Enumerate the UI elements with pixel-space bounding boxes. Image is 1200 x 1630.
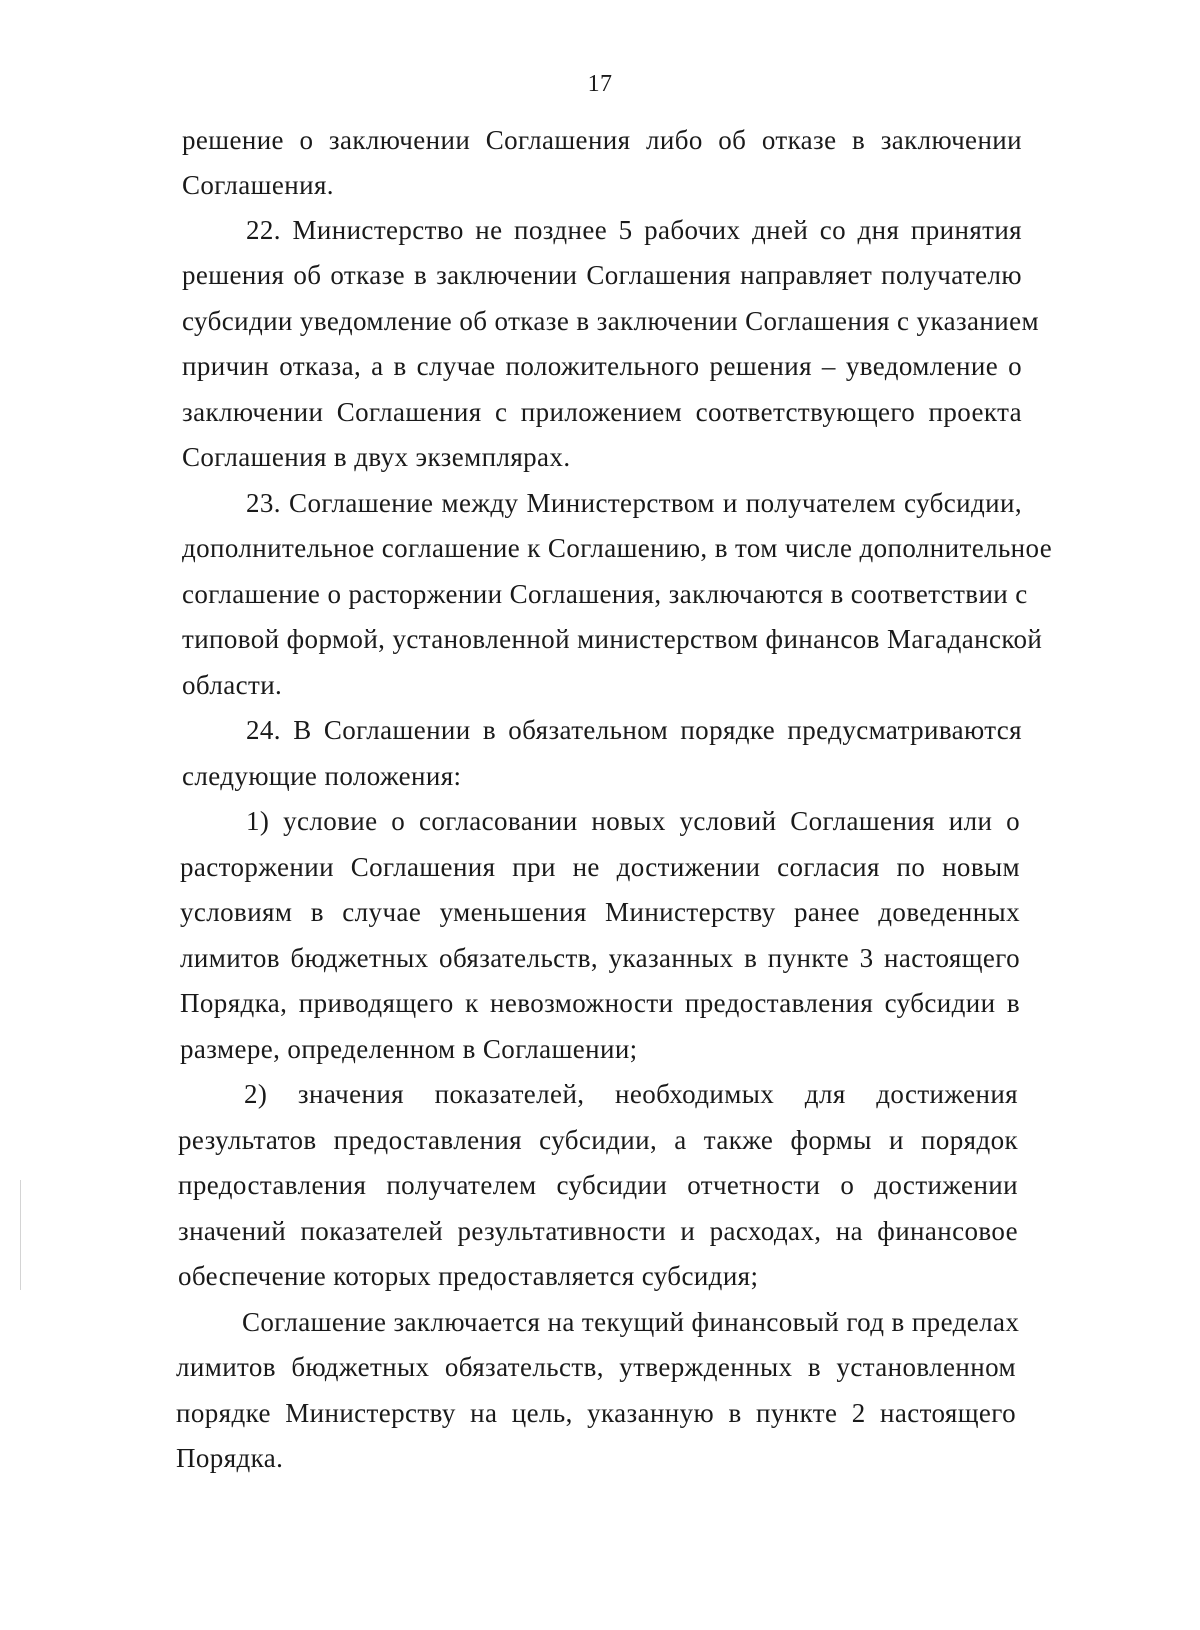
- text-line: Соглашение заключается на текущий финансовый год в пределах: [242, 1307, 1020, 1337]
- text-line: обеспечение которых предоставляется субсидия;: [178, 1261, 759, 1291]
- scan-artifact-line: [20, 1180, 21, 1290]
- text-line: области.: [182, 670, 283, 700]
- text-line: дополнительное соглашение к Соглашению, в том числе дополнительное: [182, 533, 1053, 563]
- text-line: следующие положения:: [182, 761, 462, 791]
- text-line: размере, определенном в Соглашении;: [180, 1034, 638, 1064]
- text-line: 2) значения показателей, необходимых для достижения: [244, 1079, 1018, 1109]
- text-line: значений показателей результативности и расходах, на финансовое: [178, 1216, 1018, 1246]
- text-line: результатов предоставления субсидии, а также формы и порядок: [178, 1125, 1018, 1155]
- text-line: причин отказа, а в случае положительного решения – уведомление о: [182, 351, 1022, 381]
- text-line: порядке Министерству на цель, указанную в пункте 2 настоящего: [176, 1398, 1016, 1428]
- text-line: 23. Соглашение между Министерством и получателем субсидии,: [246, 488, 1022, 518]
- page-number: 17: [587, 71, 613, 97]
- text-line: Соглашения в двух экземплярах.: [182, 442, 571, 472]
- text-line: условиям в случае уменьшения Министерству ранее доведенных: [180, 897, 1020, 927]
- text-line: лимитов бюджетных обязательств, утвержденных в установленном: [176, 1352, 1016, 1382]
- text-line: 22. Министерство не позднее 5 рабочих дней со дня принятия: [246, 215, 1022, 245]
- text-line: предоставления получателем субсидии отчетности о достижении: [178, 1170, 1018, 1200]
- text-line: расторжении Соглашения при не достижении согласия по новым: [180, 852, 1020, 882]
- text-line: соглашение о расторжении Соглашения, заключаются в соответствии с: [182, 579, 1028, 609]
- text-line: Порядка.: [176, 1443, 284, 1473]
- text-line: Соглашения.: [182, 170, 334, 200]
- text-line: Порядка, приводящего к невозможности предоставления субсидии в: [180, 988, 1020, 1018]
- text-line: 1) условие о согласовании новых условий Соглашения или о: [246, 806, 1020, 836]
- text-line: лимитов бюджетных обязательств, указанных в пункте 3 настоящего: [180, 943, 1020, 973]
- text-line: субсидии уведомление об отказе в заключении Соглашения с указанием: [182, 306, 1039, 336]
- text-line: решение о заключении Соглашения либо об отказе в заключении: [182, 125, 1022, 155]
- text-line: 24. В Соглашении в обязательном порядке предусматриваются: [246, 715, 1022, 745]
- text-line: типовой формой, установленной министерством финансов Магаданской: [182, 624, 1043, 654]
- text-line: решения об отказе в заключении Соглашения направляет получателю: [182, 260, 1022, 290]
- text-line: заключении Соглашения с приложением соответствующего проекта: [182, 397, 1022, 427]
